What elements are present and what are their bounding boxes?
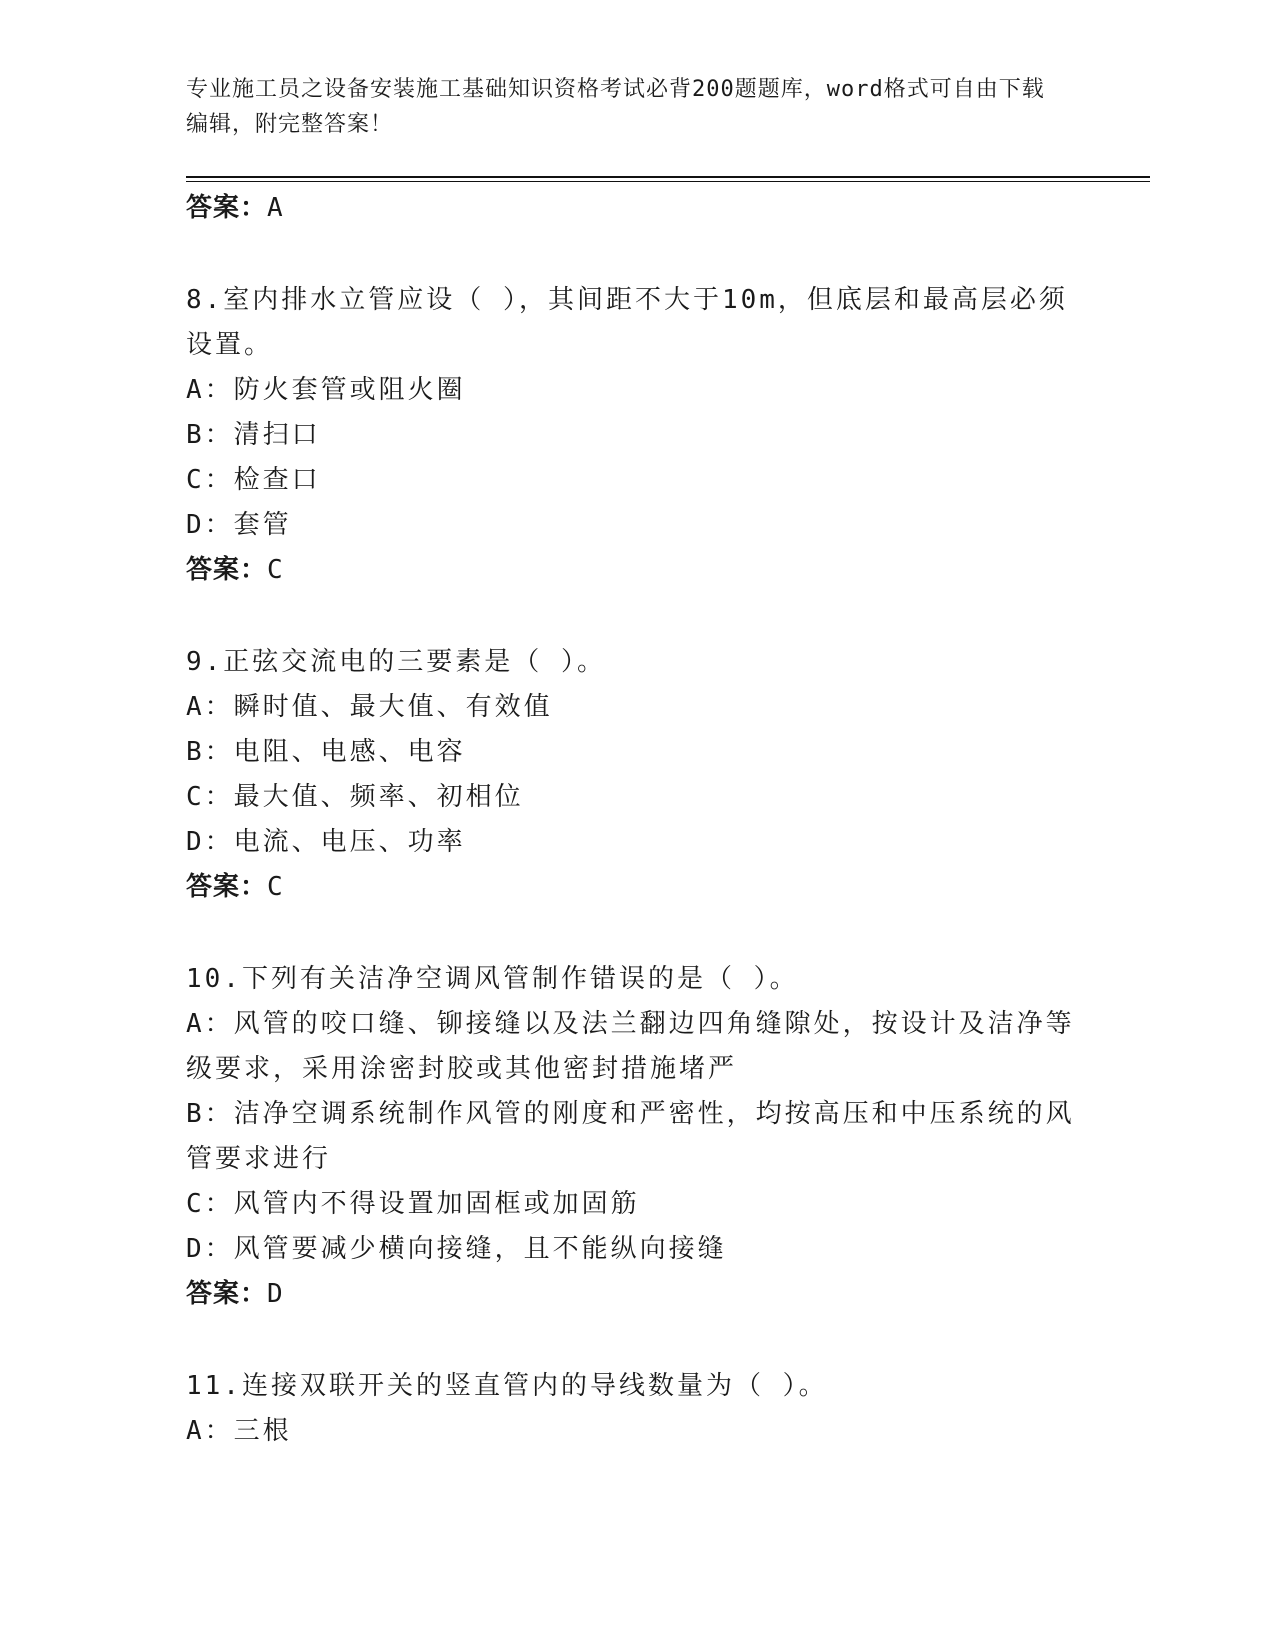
option-b: B：电阻、电感、电容	[186, 737, 466, 767]
answer-value: A	[267, 193, 284, 223]
page-header: 专业施工员之设备安装施工基础知识资格考试必背200题题库，word格式可自由下载编辑，附完整答案！	[186, 77, 1045, 137]
option-c: C：检查口	[186, 465, 321, 495]
header-divider-thick	[186, 176, 1150, 178]
answer-line	[186, 1272, 1086, 1317]
option-a: A：风管的咬口缝、铆接缝以及法兰翻边四角缝隙处，按设计及洁净等级要求，采用涂密封胶或其他密封措施堵严	[186, 1009, 1075, 1084]
option-a: A：瞬时值、最大值、有效值	[186, 692, 553, 722]
question-item	[186, 1364, 1086, 1454]
option-d: D：套管	[186, 510, 292, 540]
answer-label: 答案：	[186, 555, 268, 585]
option-c: C：风管内不得设置加固框或加固筋	[186, 1189, 640, 1219]
answer-label: 答案：	[186, 1279, 268, 1309]
answer-value: C	[267, 555, 284, 585]
answer-label: 答案：	[186, 193, 268, 223]
option-a: A：防火套管或阻火圈	[186, 375, 466, 405]
question-item	[186, 957, 1086, 1317]
answer-value: D	[267, 1279, 284, 1309]
question-stem: 10.下列有关洁净空调风管制作错误的是（ ）。	[186, 964, 799, 994]
header-divider-thin	[186, 181, 1150, 182]
option-b: B：清扫口	[186, 420, 321, 450]
answer-label: 答案：	[186, 872, 268, 902]
question-stem: 8.室内排水立管应设（ ），其间距不大于10m，但底层和最高层必须设置。	[186, 285, 1068, 360]
question-item	[186, 278, 1086, 593]
question-stem: 9.正弦交流电的三要素是（ ）。	[186, 647, 606, 677]
option-a: A：三根	[186, 1416, 292, 1446]
answer-line	[186, 865, 1086, 910]
question-list	[186, 186, 1086, 1454]
answer-line	[186, 548, 1086, 593]
question-stem: 11.连接双联开关的竖直管内的导线数量为（ ）。	[186, 1371, 828, 1401]
option-d: D：风管要减少横向接缝，且不能纵向接缝	[186, 1234, 727, 1264]
option-c: C：最大值、频率、初相位	[186, 782, 524, 812]
question-item	[186, 640, 1086, 910]
answer-line	[186, 186, 1086, 231]
answer-value: C	[267, 872, 284, 902]
option-b: B：洁净空调系统制作风管的刚度和严密性，均按高压和中压系统的风管要求进行	[186, 1099, 1075, 1174]
option-d: D：电流、电压、功率	[186, 827, 466, 857]
